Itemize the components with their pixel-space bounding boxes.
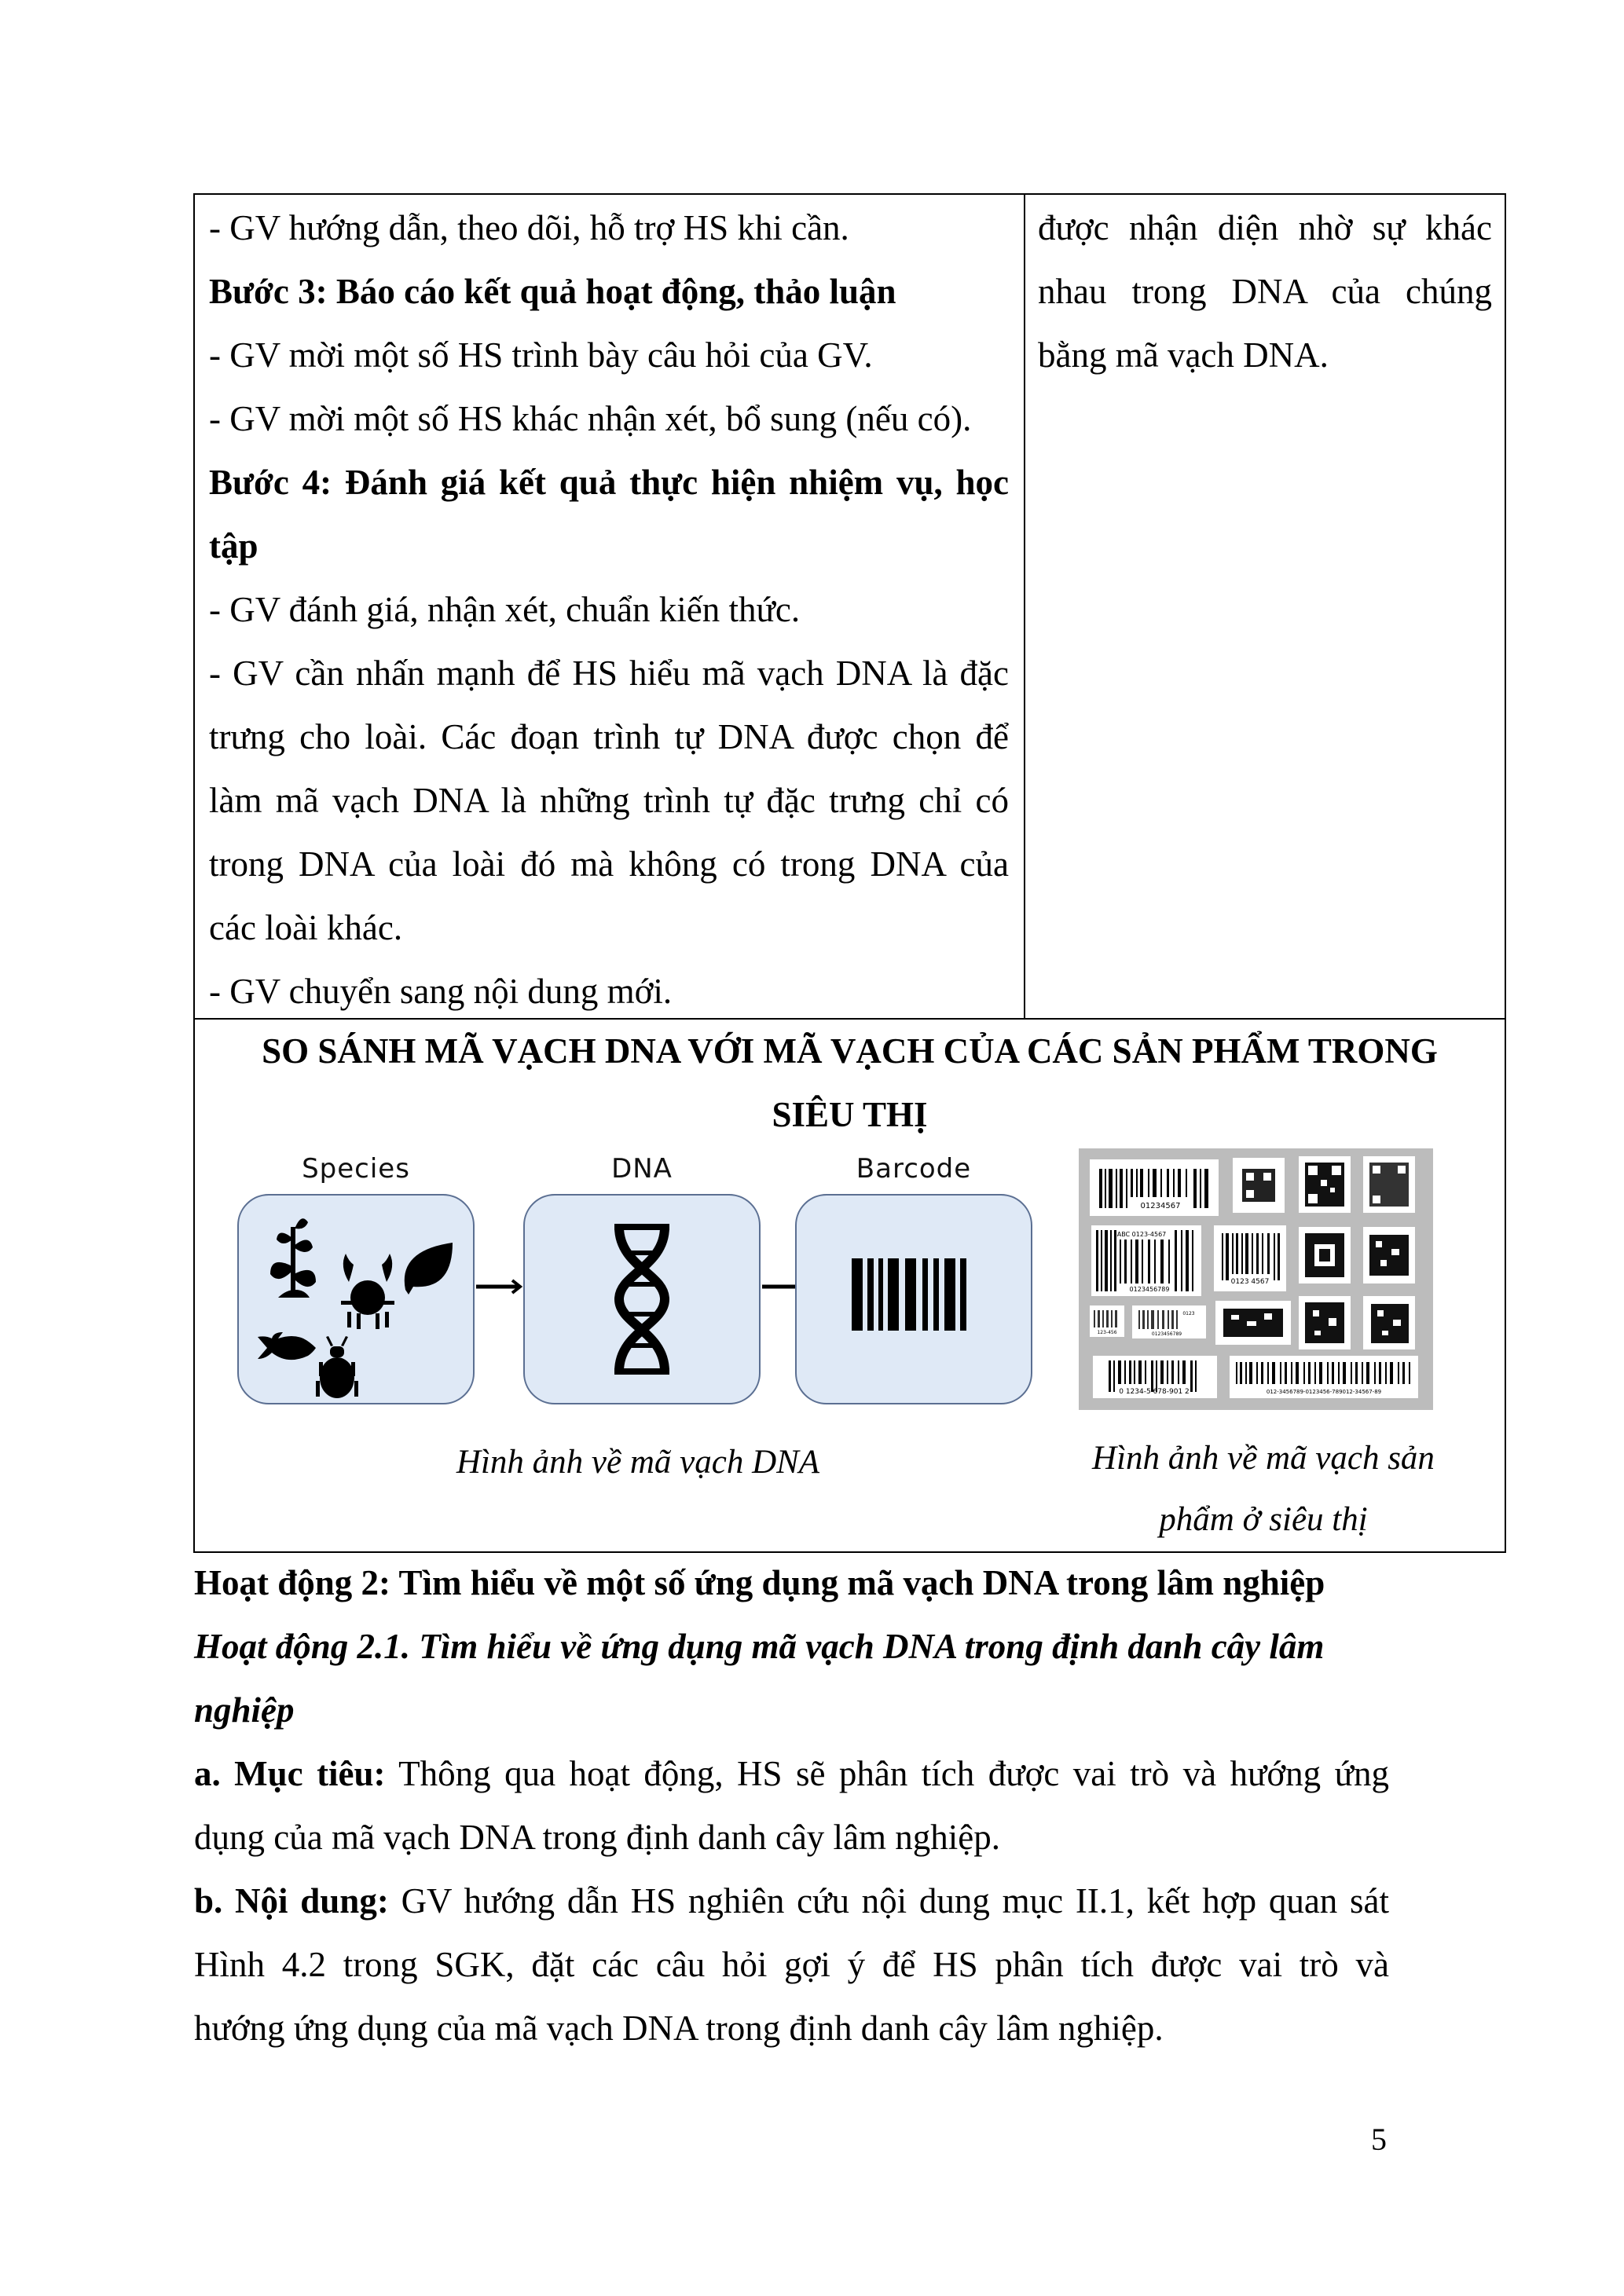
data-matrix-code	[1363, 1296, 1415, 1349]
dna-label: DNA	[611, 1153, 673, 1185]
product-barcode	[1093, 1356, 1217, 1398]
product-barcode	[1090, 1305, 1124, 1337]
dna-helix-icon	[525, 1196, 759, 1403]
qr-code	[1299, 1156, 1351, 1213]
crab-icon	[341, 1254, 394, 1329]
comparison-title-cont: SIÊU THỊ	[772, 1095, 928, 1134]
caption-dna-barcode: Hình ảnh về mã vạch DNA	[456, 1444, 820, 1481]
text-line: làm mã vạch DNA là những trình tự đặc trưng chỉ có	[209, 781, 1009, 820]
goal-paragraph	[194, 1742, 1389, 1806]
barcode-number: 012-3456789-0123456-789012-34567-89	[1266, 1389, 1382, 1395]
step-3-heading: Bước 3: Báo cáo kết quả hoạt động, thảo luận	[209, 272, 896, 311]
barcode-box	[795, 1194, 1032, 1404]
activity-2-heading: Hoạt động 2: Tìm hiểu về một số ứng dụng mã vạch DNA trong lâm nghiệp	[194, 1563, 1325, 1602]
text-line: trưng cho loài. Các đoạn trình tự DNA được chọn để	[209, 717, 1009, 756]
comparison-title: SO SÁNH MÃ VẠCH DNA VỚI MÃ VẠCH CỦA CÁC SẢN PHẨM TRONG	[262, 1031, 1438, 1071]
text-line: - GV hướng dẫn, theo dõi, hỗ trợ HS khi cần.	[209, 208, 849, 247]
data-matrix-code	[1363, 1227, 1415, 1283]
barcode-number: 0123	[1182, 1311, 1195, 1316]
species-label: Species	[302, 1153, 410, 1185]
activity-2-1-heading: Hoạt động 2.1. Tìm hiểu về ứng dụng mã vạch DNA trong định danh cây lâm	[194, 1627, 1325, 1666]
leaf-icon	[405, 1243, 453, 1294]
barcode-number: 0123456789	[1151, 1331, 1182, 1337]
plant-icon	[270, 1218, 316, 1298]
text-line: được nhận diện nhờ sự khác	[1038, 208, 1492, 247]
dna-barcode-diagram	[237, 1153, 1039, 1412]
text-line: nhau trong DNA của chúng	[1038, 272, 1492, 311]
text-line: bằng mã vạch DNA.	[1038, 335, 1329, 375]
arrow-right-icon	[475, 1279, 523, 1294]
barcode-number: 0123456789	[1129, 1286, 1170, 1293]
dna-box	[523, 1194, 761, 1404]
beetle-icon	[316, 1336, 358, 1398]
text-line: - GV cần nhấn mạnh để HS hiểu mã vạch DNA là đặc	[209, 654, 1009, 693]
step-4-heading: Bước 4: Đánh giá kết quả thực hiện nhiệm vụ, học	[209, 463, 1009, 502]
data-matrix-code	[1215, 1301, 1291, 1345]
barcode-number: 01234567	[1140, 1202, 1181, 1210]
content-text-cont: hướng ứng dụng của mã vạch DNA trong định danh cây lâm nghiệp.	[194, 2009, 1164, 2048]
text-line: - GV mời một số HS trình bày câu hỏi của GV.	[209, 335, 873, 375]
product-barcode	[1214, 1225, 1286, 1291]
product-barcode	[1090, 1159, 1219, 1216]
page-number: 5	[1371, 2122, 1387, 2157]
text-line: - GV đánh giá, nhận xét, chuẩn kiến thức.	[209, 590, 801, 629]
teacher-student-activity-cell	[195, 195, 1025, 1018]
qr-code	[1363, 1156, 1415, 1213]
barcode-number: 0123 4567	[1230, 1278, 1270, 1286]
data-matrix-code	[1299, 1296, 1351, 1349]
fish-icon	[258, 1332, 316, 1360]
caption-product-barcode: Hình ảnh về mã vạch sản	[1092, 1440, 1435, 1477]
step-4-heading-cont: tập	[209, 526, 258, 566]
barcode-number: ABC 0123-4567	[1116, 1231, 1167, 1238]
table-row-comparison	[195, 1020, 1505, 1551]
goal-text-cont: dụng của mã vạch DNA trong định danh cây lâm nghiệp.	[194, 1818, 1000, 1857]
caption-product-barcode-cont: phẩm ở siêu thị	[1159, 1501, 1368, 1538]
text-line: - GV chuyển sang nội dung mới.	[209, 972, 673, 1011]
barcode-label: Barcode	[856, 1153, 972, 1185]
table-row-activity-steps	[195, 195, 1505, 1020]
species-box	[237, 1194, 475, 1404]
barcode-icon	[797, 1196, 1031, 1403]
qr-code	[1233, 1158, 1285, 1213]
lesson-table	[193, 193, 1506, 1553]
barcode-number: 0 1234-5 678-901 2	[1119, 1388, 1190, 1396]
content-text: GV hướng dẫn HS nghiên cứu nội dung mục II.1, kết hợp quan sát	[388, 1881, 1390, 1921]
content-text-cont: Hình 4.2 trong SGK, đặt các câu hỏi gợi ý để HS phân tích được vai trò và	[194, 1945, 1389, 1984]
product-barcode	[1091, 1225, 1201, 1296]
barcode-number: 123-456	[1097, 1330, 1117, 1335]
content-paragraph	[194, 1869, 1389, 1933]
data-matrix-code	[1299, 1227, 1351, 1283]
supermarket-barcodes-photo	[1079, 1148, 1433, 1410]
product-barcode	[1132, 1305, 1206, 1338]
activity-2-1-heading-cont: nghiệp	[194, 1690, 295, 1730]
text-line: trong DNA của loài đó mà không có trong DNA của	[209, 844, 1009, 884]
text-line: các loài khác.	[209, 908, 403, 947]
product-barcode	[1230, 1356, 1418, 1398]
content-label: b. Nội dung:	[194, 1881, 389, 1921]
product-cell	[1025, 195, 1506, 1018]
text-line: - GV mời một số HS khác nhận xét, bổ sung (nếu có).	[209, 399, 972, 438]
goal-text: Thông qua hoạt động, HS sẽ phân tích được vai trò và hướng ứng	[385, 1754, 1389, 1793]
goal-label: a. Mục tiêu:	[194, 1754, 386, 1793]
